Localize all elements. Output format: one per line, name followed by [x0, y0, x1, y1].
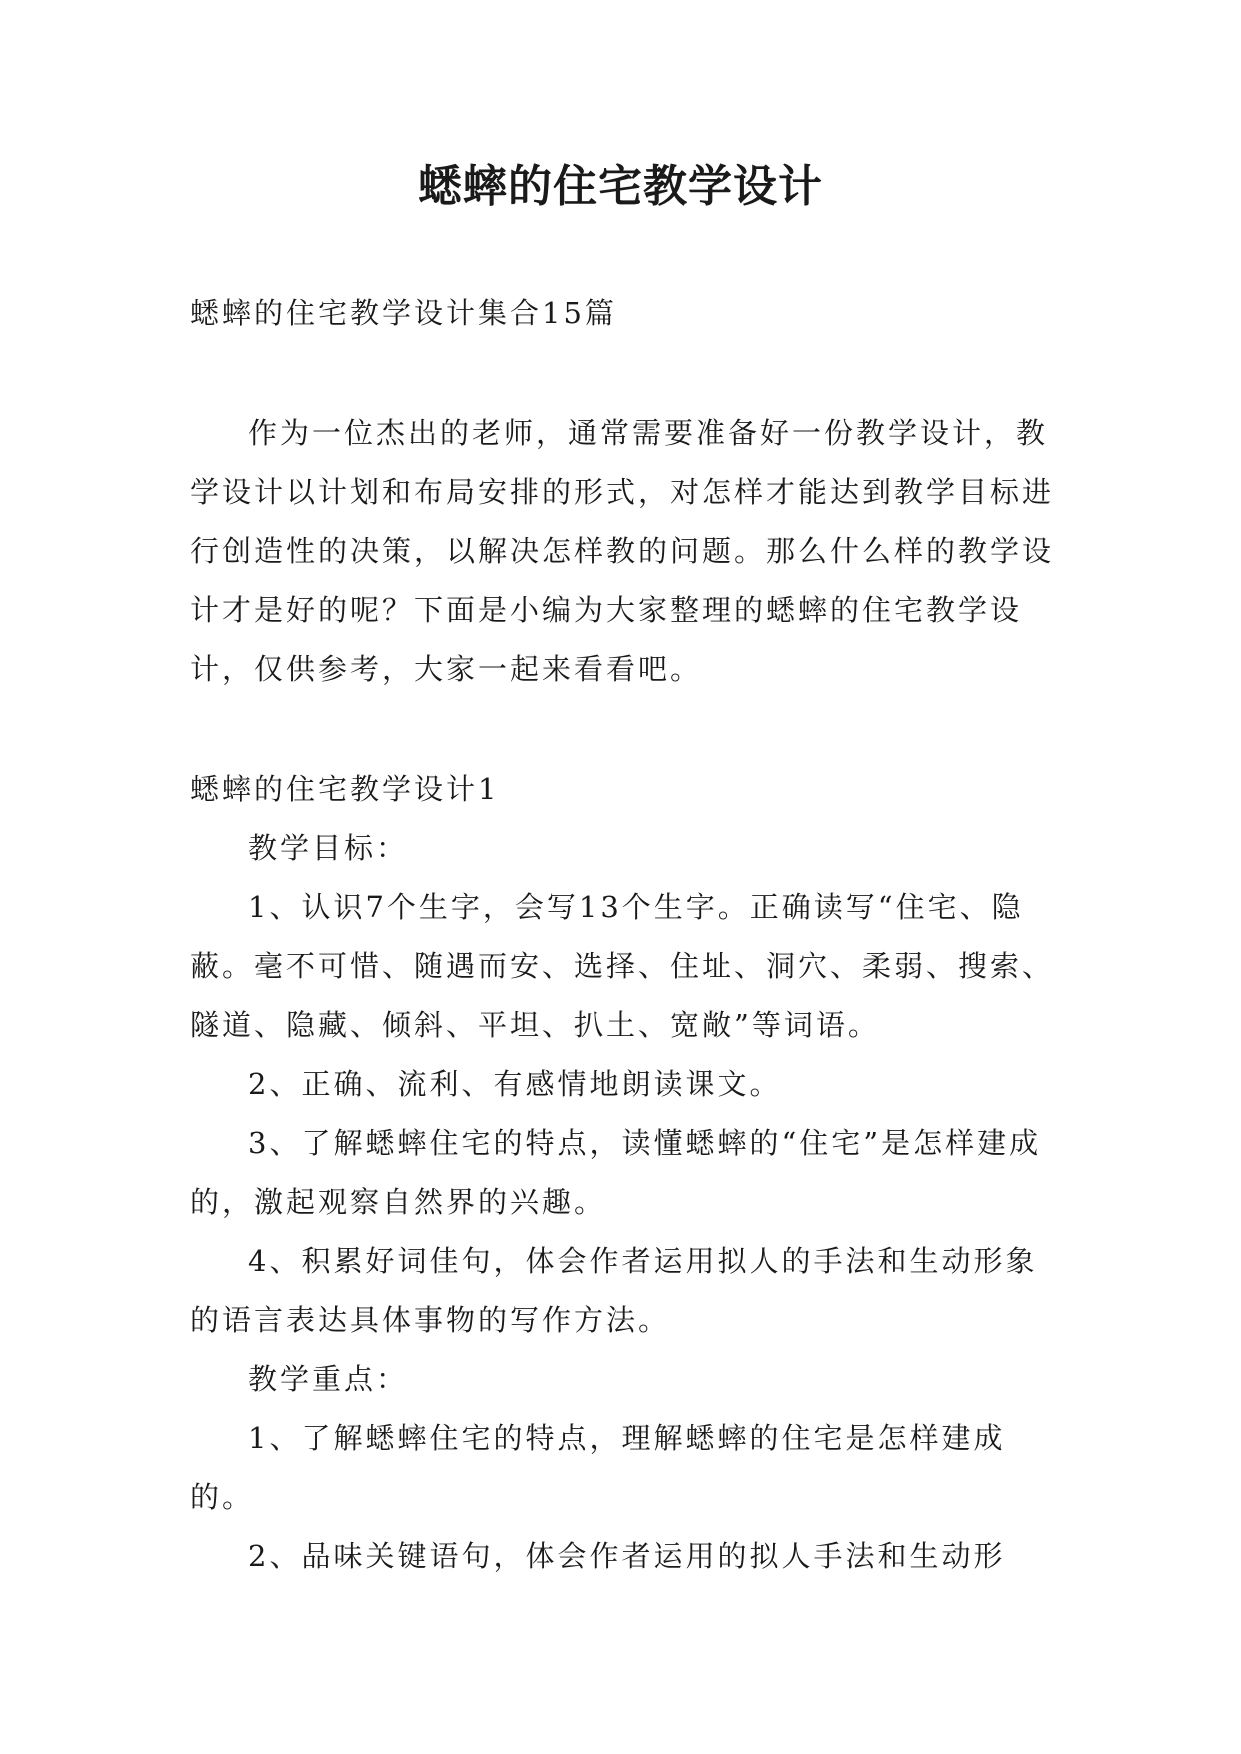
goal-item: 1、认识7个生字，会写13个生字。正确读写“住宅、隐蔽。毫不可惜、随遇而安、选择、住址、洞穴、柔弱、搜索、隧道、隐藏、倾斜、平坦、扒土、宽敞”等词语。	[190, 890, 1055, 1042]
intro-paragraph: 作为一位杰出的老师，通常需要准备好一份教学设计，教学设计以计划和布局安排的形式，对怎样才能达到教学目标进行创造性的决策，以解决怎样教的问题。那么什么样的教学设计才是好的呢？下面是小编为大家整理的蟋蟀的住宅教学设计，仅供参考，大家一起来看看吧。	[190, 416, 1055, 686]
section-heading: 蟋蟀的住宅教学设计1	[190, 772, 500, 806]
key-point-item: 2、品味关键语句，体会作者运用的拟人手法和生动形	[248, 1539, 1006, 1573]
goal-item: 4、积累好词佳句，体会作者运用拟人的手法和生动形象的语言表达具体事物的写作方法。	[190, 1244, 1038, 1337]
document-title: 蟋蟀的住宅教学设计	[418, 161, 823, 212]
document-subtitle: 蟋蟀的住宅教学设计集合15篇	[190, 296, 617, 330]
key-point-item: 1、了解蟋蟀住宅的特点，理解蟋蟀的住宅是怎样建成的。	[190, 1421, 1006, 1514]
goals-label: 教学目标：	[248, 831, 409, 865]
goal-item: 3、了解蟋蟀住宅的特点，读懂蟋蟀的“住宅”是怎样建成的，激起观察自然界的兴趣。	[190, 1126, 1042, 1219]
goal-item: 2、正确、流利、有感情地朗读课文。	[248, 1067, 782, 1101]
key-points-label: 教学重点：	[248, 1362, 409, 1396]
document-body	[190, 284, 1060, 1586]
